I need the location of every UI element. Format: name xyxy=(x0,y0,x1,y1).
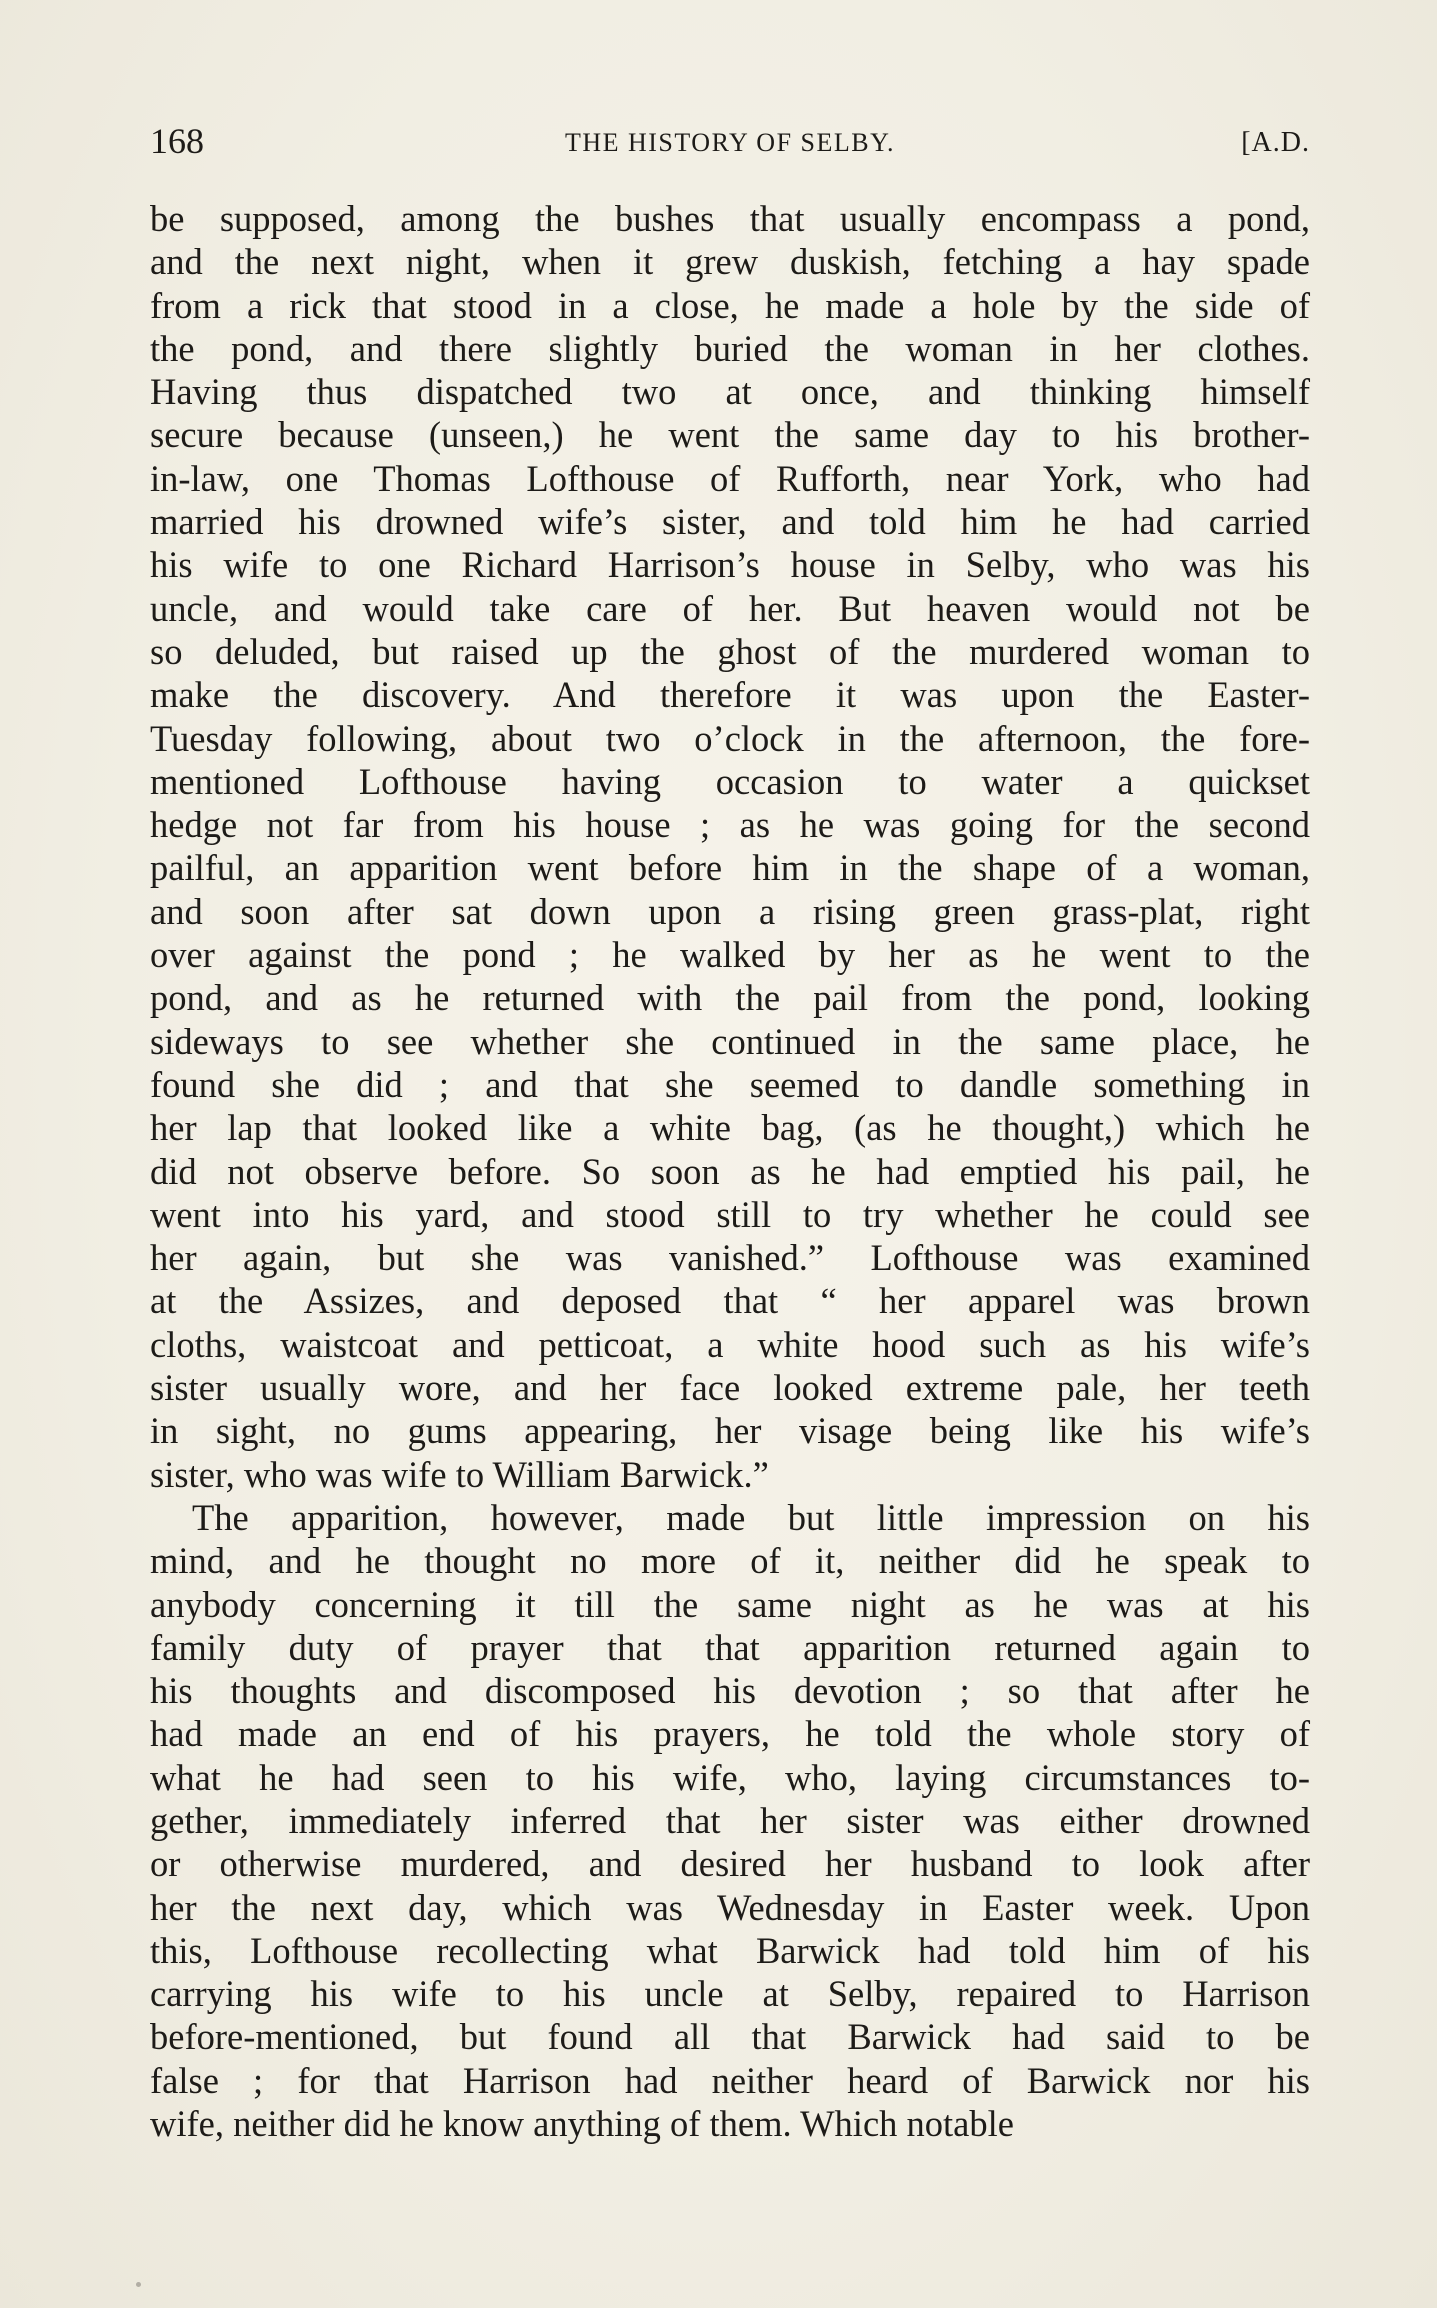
running-date-marker: [A.D. xyxy=(1241,127,1310,158)
text-line: The apparition, however, made but little impression on his xyxy=(192,1496,1310,1538)
text-line: his wife to one Richard Harrison’s house in Selby, who was his xyxy=(150,544,1310,586)
text-line: or otherwise murdered, and desired her husband to look after xyxy=(150,1843,1310,1885)
text-line: his thoughts and discomposed his devotion ; so that after he xyxy=(150,1670,1310,1712)
text-line: carrying his wife to his uncle at Selby, repaired to Harrison xyxy=(150,1973,1310,2015)
text-line: went into his yard, and stood still to try whether he could see xyxy=(150,1193,1310,1235)
text-line: sister, who was wife to William Barwick.” xyxy=(150,1453,769,1495)
text-line: hedge not far from his house ; as he was going for the second xyxy=(150,804,1310,846)
text-line: over against the pond ; he walked by her as he went to the xyxy=(150,934,1310,976)
text-line: her lap that looked like a white bag, (as he thought,) which he xyxy=(150,1107,1310,1149)
text-line: married his drowned wife’s sister, and told him he had carried xyxy=(150,501,1310,543)
text-line: gether, immediately inferred that her sister was either drowned xyxy=(150,1799,1310,1841)
text-line: and soon after sat down upon a rising green grass-plat, right xyxy=(150,890,1310,932)
text-line: had made an end of his prayers, he told the whole story of xyxy=(150,1713,1310,1755)
text-line: uncle, and would take care of her. But heaven would not be xyxy=(150,587,1310,629)
text-line: from a rick that stood in a close, he made a hole by the side of xyxy=(150,284,1310,326)
running-title: THE HISTORY OF SELBY. xyxy=(564,128,896,157)
text-line: and the next night, when it grew duskish, fetching a hay spade xyxy=(150,241,1310,283)
text-line: before-mentioned, but found all that Barwick had said to be xyxy=(150,2016,1310,2058)
text-line: secure because (unseen,) he went the same day to his brother- xyxy=(150,414,1310,456)
text-line: her again, but she was vanished.” Lofthouse was examined xyxy=(150,1237,1310,1279)
text-line: found she did ; and that she seemed to dandle something in xyxy=(150,1063,1310,1105)
text-line: at the Assizes, and deposed that “ her apparel was brown xyxy=(150,1280,1310,1322)
paragraph xyxy=(150,1496,1310,2145)
text-line: what he had seen to his wife, who, laying circumstances to- xyxy=(150,1756,1310,1798)
text-line: Having thus dispatched two at once, and thinking himself xyxy=(150,371,1310,413)
text-line: the pond, and there slightly buried the woman in her clothes. xyxy=(150,327,1310,369)
text-line: be supposed, among the bushes that usually encompass a pond, xyxy=(150,198,1310,239)
text-line: in-law, one Thomas Lofthouse of Rufforth, near York, who had xyxy=(150,457,1310,499)
text-line: mind, and he thought no more of it, neither did he speak to xyxy=(150,1540,1310,1582)
paragraph xyxy=(150,197,1310,1496)
page-number: 168 xyxy=(150,121,204,161)
body-text xyxy=(150,197,1310,2145)
text-line: pond, and as he returned with the pail from the pond, looking xyxy=(150,977,1310,1019)
text-line: Tuesday following, about two o’clock in the afternoon, the fore- xyxy=(150,717,1310,759)
text-line: family duty of prayer that that apparition returned again to xyxy=(150,1626,1310,1668)
stray-ink-mark xyxy=(136,2282,141,2287)
text-line: did not observe before. So soon as he had emptied his pail, he xyxy=(150,1150,1310,1192)
text-line: false ; for that Harrison had neither heard of Barwick nor his xyxy=(150,2059,1310,2101)
text-line: mentioned Lofthouse having occasion to water a quickset xyxy=(150,760,1310,802)
text-line: this, Lofthouse recollecting what Barwick had told him of his xyxy=(150,1929,1310,1971)
text-line: her the next day, which was Wednesday in Easter week. Upon xyxy=(150,1886,1310,1928)
text-line: make the discovery. And therefore it was upon the Easter- xyxy=(150,674,1310,716)
text-line: cloths, waistcoat and petticoat, a white hood such as his wife’s xyxy=(150,1323,1310,1365)
text-line: in sight, no gums appearing, her visage being like his wife’s xyxy=(150,1410,1310,1452)
text-line: wife, neither did he know anything of them. Which notable xyxy=(150,2103,1014,2145)
text-line: sister usually wore, and her face looked extreme pale, her teeth xyxy=(150,1367,1310,1409)
text-line: pailful, an apparition went before him in the shape of a woman, xyxy=(150,847,1310,889)
text-line: sideways to see whether she continued in the same place, he xyxy=(150,1020,1310,1062)
text-line: so deluded, but raised up the ghost of the murdered woman to xyxy=(150,630,1310,672)
running-head xyxy=(150,118,1310,164)
text-line: anybody concerning it till the same night as he was at his xyxy=(150,1583,1310,1625)
